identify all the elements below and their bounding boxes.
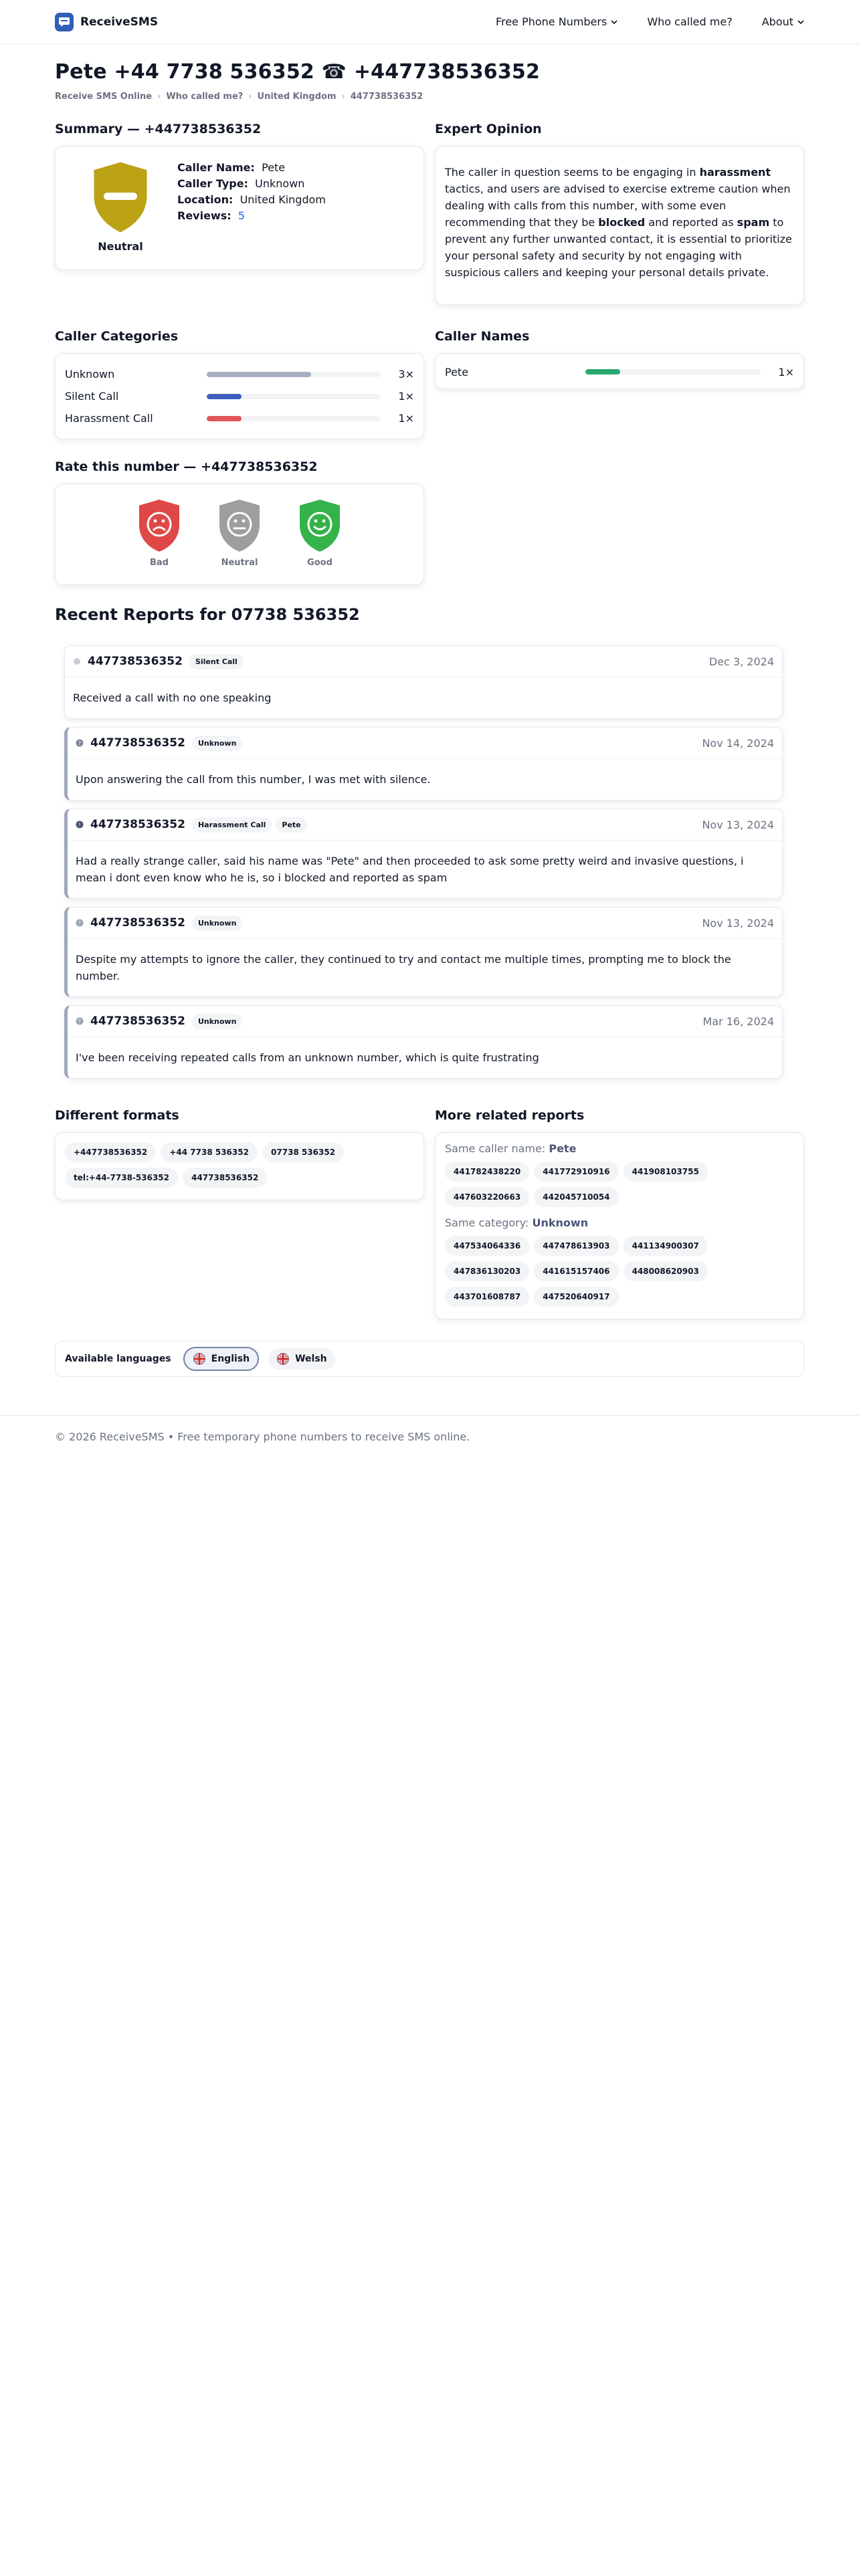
uk-flag-icon bbox=[193, 1352, 206, 1366]
nav-who-called-me[interactable] bbox=[647, 15, 732, 28]
categories-title: Caller Categories bbox=[55, 329, 179, 344]
name-row bbox=[445, 362, 794, 382]
chat-icon bbox=[55, 13, 74, 31]
report-text: Received a call with no one speaking bbox=[73, 691, 272, 704]
report-card bbox=[64, 809, 783, 899]
same-name-numbers bbox=[445, 1162, 794, 1212]
category-row bbox=[65, 363, 414, 385]
report-header bbox=[68, 1006, 782, 1037]
related-number-chip[interactable]: 447520640917 bbox=[534, 1287, 618, 1307]
breadcrumb-receive-sms-online[interactable]: Receive SMS Online bbox=[55, 92, 153, 102]
report-card bbox=[64, 727, 783, 800]
report-date: Nov 13, 2024 bbox=[702, 916, 774, 930]
field-label: Reviews: bbox=[177, 209, 231, 222]
silent-icon bbox=[73, 657, 81, 665]
question-icon bbox=[76, 919, 84, 927]
report-header bbox=[68, 728, 782, 759]
opinion-text: The caller in question seems to be engaging in harassment tactics, and users are advised to exercise extreme caution when dealing with calls from this number, with some even recommending that they be blocked and reported as spam to prevent any further unwanted contact, it is essential to prioritize your personal safety and security by not engaging with suspicious callers and keeping your personal details private. bbox=[445, 166, 792, 279]
category-row bbox=[65, 407, 414, 429]
reports-title: Recent Reports for 07738 536352 bbox=[55, 605, 360, 624]
languages-bar bbox=[55, 1341, 804, 1377]
same-category-label: Same category: Unknown bbox=[445, 1216, 589, 1229]
rate-title: Rate this number — +447738536352 bbox=[55, 459, 318, 474]
report-tag: Pete bbox=[276, 817, 306, 833]
format-chip[interactable]: 07738 536352 bbox=[262, 1142, 344, 1162]
related-number-chip[interactable]: 443701608787 bbox=[445, 1287, 529, 1307]
footer-text: © 2026 ReceiveSMS • Free temporary phone numbers to receive SMS online. bbox=[55, 1430, 470, 1443]
related-number-chip[interactable]: 441615157406 bbox=[534, 1261, 618, 1281]
format-chip[interactable]: 447738536352 bbox=[183, 1168, 267, 1188]
related-number-chip[interactable]: 441908103755 bbox=[624, 1162, 708, 1182]
report-number[interactable]: 447738536352 bbox=[90, 818, 185, 831]
report-header bbox=[65, 646, 782, 677]
question-icon bbox=[76, 739, 84, 747]
reports-list bbox=[55, 645, 804, 1079]
report-date: Mar 16, 2024 bbox=[702, 1014, 774, 1028]
summary-card bbox=[55, 146, 424, 270]
report-tag: Unknown bbox=[192, 916, 242, 931]
report-date: Nov 13, 2024 bbox=[702, 818, 774, 831]
category-bar bbox=[207, 372, 381, 377]
breadcrumb-who-called-me[interactable]: Who called me? bbox=[166, 92, 244, 102]
rate-card bbox=[55, 484, 424, 585]
format-chip[interactable]: +447738536352 bbox=[65, 1142, 156, 1162]
related-number-chip[interactable]: 447603220663 bbox=[445, 1187, 529, 1207]
report-tag: Unknown bbox=[192, 736, 242, 751]
rate-neutral-button[interactable] bbox=[217, 498, 262, 584]
report-number[interactable]: 447738536352 bbox=[88, 655, 183, 668]
report-text: Had a really strange caller, said his name was "Pete" and then proceeded to ask some pretty weird and invasive questions, i mean i dont even know who he is, so i blocked and reported as spam bbox=[76, 855, 744, 884]
related-number-chip[interactable]: 447836130203 bbox=[445, 1261, 529, 1281]
brand-name: ReceiveSMS bbox=[80, 15, 159, 29]
site-header bbox=[0, 0, 859, 44]
format-chip[interactable]: tel:+44-7738-536352 bbox=[65, 1168, 178, 1188]
language-label: English bbox=[211, 1354, 250, 1364]
nav-label: About bbox=[761, 15, 793, 28]
report-date: Nov 14, 2024 bbox=[702, 736, 774, 750]
category-name: Silent Call bbox=[65, 390, 119, 403]
related-number-chip[interactable]: 441772910916 bbox=[534, 1162, 618, 1182]
svg-text:!: ! bbox=[78, 822, 81, 828]
report-card bbox=[64, 907, 783, 997]
related-number-chip[interactable]: 441782438220 bbox=[445, 1162, 529, 1182]
languages-title: Available languages bbox=[65, 1354, 171, 1364]
report-number[interactable]: 447738536352 bbox=[90, 736, 185, 750]
category-name: Unknown bbox=[65, 368, 115, 381]
field-value: Unknown bbox=[255, 177, 305, 190]
categories-card bbox=[55, 353, 424, 439]
reviews-count-link[interactable]: 5 bbox=[237, 209, 245, 222]
rate-good-button[interactable] bbox=[297, 498, 343, 584]
report-number[interactable]: 447738536352 bbox=[90, 1014, 185, 1028]
field-label: Caller Name: bbox=[177, 161, 255, 174]
question-icon bbox=[76, 1017, 84, 1025]
field-location bbox=[177, 192, 326, 208]
report-card bbox=[64, 1005, 783, 1079]
format-chip[interactable]: +44 7738 536352 bbox=[161, 1142, 258, 1162]
report-tag: Silent Call bbox=[189, 654, 244, 669]
neutral-face-shield-icon bbox=[217, 498, 262, 554]
svg-text:?: ? bbox=[78, 740, 82, 746]
main-nav bbox=[496, 15, 804, 28]
breadcrumb bbox=[55, 92, 804, 102]
field-value: Pete bbox=[262, 161, 286, 174]
breadcrumb-united-kingdom[interactable]: United Kingdom bbox=[257, 92, 337, 102]
related-number-chip[interactable]: 448008620903 bbox=[624, 1261, 708, 1281]
report-header bbox=[68, 907, 782, 939]
related-card bbox=[435, 1132, 804, 1319]
report-tag: Harassment Call bbox=[192, 817, 272, 833]
report-text: I've been receiving repeated calls from an unknown number, which is quite frustrating bbox=[76, 1051, 539, 1064]
uk-flag-icon bbox=[276, 1352, 290, 1366]
related-number-chip[interactable]: 447478613903 bbox=[534, 1236, 618, 1256]
field-reviews bbox=[177, 208, 326, 224]
field-caller-type bbox=[177, 176, 326, 192]
related-number-chip[interactable]: 447534064336 bbox=[445, 1236, 529, 1256]
language-label: Welsh bbox=[295, 1354, 327, 1364]
category-count: 1× bbox=[398, 412, 414, 425]
footer bbox=[0, 1415, 859, 1458]
rate-label: Good bbox=[307, 558, 332, 568]
sad-face-shield-icon bbox=[136, 498, 182, 554]
nav-label: Who called me? bbox=[647, 15, 733, 28]
report-date: Dec 3, 2024 bbox=[708, 655, 774, 668]
names-title: Caller Names bbox=[435, 329, 530, 344]
happy-face-shield-icon bbox=[297, 498, 343, 554]
language-welsh-button[interactable] bbox=[268, 1348, 335, 1370]
report-card bbox=[64, 645, 783, 719]
category-name: Harassment Call bbox=[65, 412, 153, 425]
chevron-down-icon bbox=[611, 19, 617, 25]
breadcrumb-separator: › bbox=[248, 92, 252, 102]
category-count: 1× bbox=[398, 390, 414, 403]
field-label: Location: bbox=[177, 193, 233, 206]
rate-label: Bad bbox=[150, 558, 169, 568]
summary-fields bbox=[177, 160, 326, 256]
rating-label: Neutral bbox=[98, 240, 143, 253]
neutral-shield-icon bbox=[90, 160, 151, 235]
formats-title: Different formats bbox=[55, 1108, 179, 1123]
report-text: Despite my attempts to ignore the caller, they continued to try and contact me multiple times, prompting me to block the number. bbox=[76, 953, 731, 982]
name-count: 1× bbox=[778, 365, 794, 379]
language-english-button[interactable] bbox=[183, 1347, 259, 1371]
opinion-title: Expert Opinion bbox=[435, 122, 542, 136]
breadcrumb-current: 447738536352 bbox=[350, 92, 423, 102]
breadcrumb-separator: › bbox=[341, 92, 345, 102]
nav-free-phone-numbers[interactable] bbox=[496, 15, 617, 28]
chevron-down-icon bbox=[797, 19, 804, 25]
field-caller-name bbox=[177, 160, 326, 176]
field-value: United Kingdom bbox=[240, 193, 326, 206]
category-row bbox=[65, 385, 414, 407]
names-card bbox=[435, 353, 804, 389]
nav-label: Free Phone Numbers bbox=[496, 15, 607, 28]
opinion-card bbox=[435, 146, 804, 305]
name-bar bbox=[585, 369, 761, 374]
caller-name: Pete bbox=[445, 365, 469, 379]
nav-about[interactable] bbox=[762, 15, 804, 28]
related-title: More related reports bbox=[435, 1108, 585, 1123]
report-text: Upon answering the call from this number, I was met with silence. bbox=[76, 773, 431, 786]
rate-bad-button[interactable] bbox=[136, 498, 182, 584]
same-category-numbers bbox=[445, 1236, 794, 1312]
same-name-label: Same caller name: Pete bbox=[445, 1142, 577, 1155]
field-label: Caller Type: bbox=[177, 177, 248, 190]
related-number-chip[interactable]: 441134900307 bbox=[624, 1236, 708, 1256]
related-number-chip[interactable]: 442045710054 bbox=[534, 1187, 618, 1207]
category-bar bbox=[207, 416, 381, 421]
category-bar bbox=[207, 394, 381, 399]
svg-text:?: ? bbox=[78, 1018, 82, 1025]
formats-card bbox=[55, 1132, 424, 1200]
page-title: Pete +44 7738 536352 ☎ +447738536352 bbox=[55, 60, 541, 84]
report-tag: Unknown bbox=[192, 1014, 242, 1029]
category-count: 3× bbox=[398, 368, 414, 381]
svg-text:?: ? bbox=[78, 920, 82, 926]
report-header bbox=[68, 809, 782, 841]
brand[interactable] bbox=[55, 13, 158, 31]
warning-icon bbox=[76, 821, 84, 829]
report-number[interactable]: 447738536352 bbox=[90, 916, 185, 930]
summary-title: Summary — +447738536352 bbox=[55, 122, 262, 136]
rate-label: Neutral bbox=[221, 558, 258, 568]
breadcrumb-separator: › bbox=[157, 92, 161, 102]
